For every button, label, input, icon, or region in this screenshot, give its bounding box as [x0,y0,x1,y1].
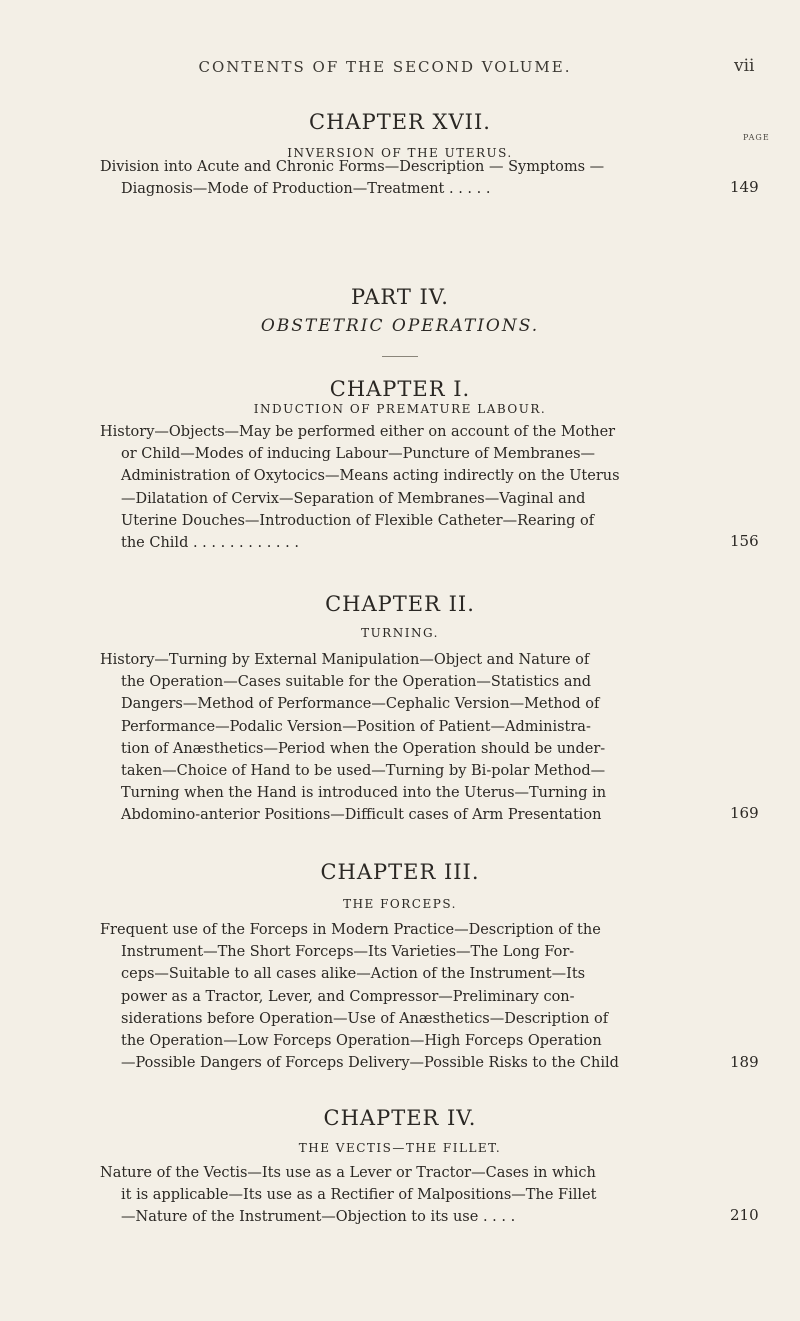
chapter-ii-title: CHAPTER II. [325,592,475,616]
chapter-iv-page: 210 [730,1206,759,1224]
summary-line: Uterine Douches—Introduction of Flexible Catheter—Rearing of [121,512,595,529]
chapter-iii-subtitle: THE FORCEPS. [343,897,457,911]
summary-line: Performance—Podalic Version—Position of Patient—Administra- [121,718,591,735]
chapter-iii-page: 189 [730,1053,759,1071]
chapter-ii-summary [100,649,715,827]
chapter-xvii-summary [100,156,715,200]
summary-line: power as a Tractor, Lever, and Compressor—Preliminary con- [121,988,575,1005]
summary-line: Diagnosis—Mode of Production—Treatment . . . . . [121,181,491,198]
summary-line: Instrument—The Short Forceps—Its Varieties—The Long For- [121,944,575,961]
summary-line: —Dilatation of Cervix—Separation of Membranes—Vaginal and [121,490,586,507]
chapter-i-summary [100,421,715,554]
summary-line: taken—Choice of Hand to be used—Turning by Bi-polar Method— [121,762,606,779]
summary-line: the Operation—Cases suitable for the Operation—Statistics and [121,674,592,691]
summary-line: Turning when the Hand is introduced into the Uterus—Turning in [121,785,607,802]
summary-line: the Child . . . . . . . . . . . . [121,534,299,551]
chapter-i-subtitle: INDUCTION OF PREMATURE LABOUR. [253,402,547,416]
section-divider [382,356,418,357]
summary-line: History—Turning by External Manipulation—Object and Nature of [100,652,590,668]
summary-line: it is applicable—Its use as a Rectifier of Malpositions—The Fillet [121,1187,597,1204]
chapter-iv-summary [100,1162,715,1229]
chapter-xvii-title: CHAPTER XVII. [309,110,491,134]
summary-line: Dangers—Method of Performance—Cephalic Version—Method of [121,696,600,713]
summary-line: Division into Acute and Chronic Forms—Description — Symptoms — [100,159,605,175]
chapter-iv-title: CHAPTER IV. [323,1106,477,1130]
summary-line: ceps—Suitable to all cases alike—Action of the Instrument—Its [121,966,586,983]
chapter-xvii-page: 149 [730,178,759,196]
chapter-ii-page: 169 [730,804,759,822]
chapter-iv-subtitle: THE VECTIS—THE FILLET. [298,1141,502,1155]
chapter-ii-subtitle: TURNING. [361,626,439,640]
summary-line: Administration of Oxytocics—Means acting indirectly on the Uterus [121,468,620,485]
summary-line: Abdomino-anterior Positions—Difficult cases of Arm Presentation [121,807,602,824]
chapter-iii-summary [100,919,715,1074]
part-iv-subtitle: OBSTETRIC OPERATIONS. [260,316,540,336]
chapter-iii-title: CHAPTER III. [320,860,480,884]
summary-line: or Child—Modes of inducing Labour—Puncture of Membranes— [121,446,596,463]
summary-line: the Operation—Low Forceps Operation—High Forceps Operation [121,1032,602,1049]
part-iv-title: PART IV. [351,285,449,309]
chapter-i-page: 156 [730,532,759,550]
summary-line: —Nature of the Instrument—Objection to its use . . . . [121,1209,516,1226]
summary-line: Nature of the Vectis—Its use as a Lever or Tractor—Cases in which [100,1165,596,1181]
summary-line: History—Objects—May be performed either on account of the Mother [100,424,616,440]
chapter-xvii-subtitle: INVERSION OF THE UTERUS. [287,146,513,160]
summary-line: Frequent use of the Forceps in Modern Practice—Description of the [100,922,601,938]
summary-line: tion of Anæsthetics—Period when the Operation should be under- [121,740,606,757]
chapter-i-title: CHAPTER I. [329,377,471,401]
page-column-label: PAGE [743,133,770,142]
running-head: CONTENTS OF THE SECOND VOLUME. [198,58,572,76]
page-folio: vii [734,56,755,76]
summary-line: siderations before Operation—Use of Anæsthetics—Description of [121,1010,609,1027]
summary-line: —Possible Dangers of Forceps Delivery—Possible Risks to the Child [121,1055,619,1072]
